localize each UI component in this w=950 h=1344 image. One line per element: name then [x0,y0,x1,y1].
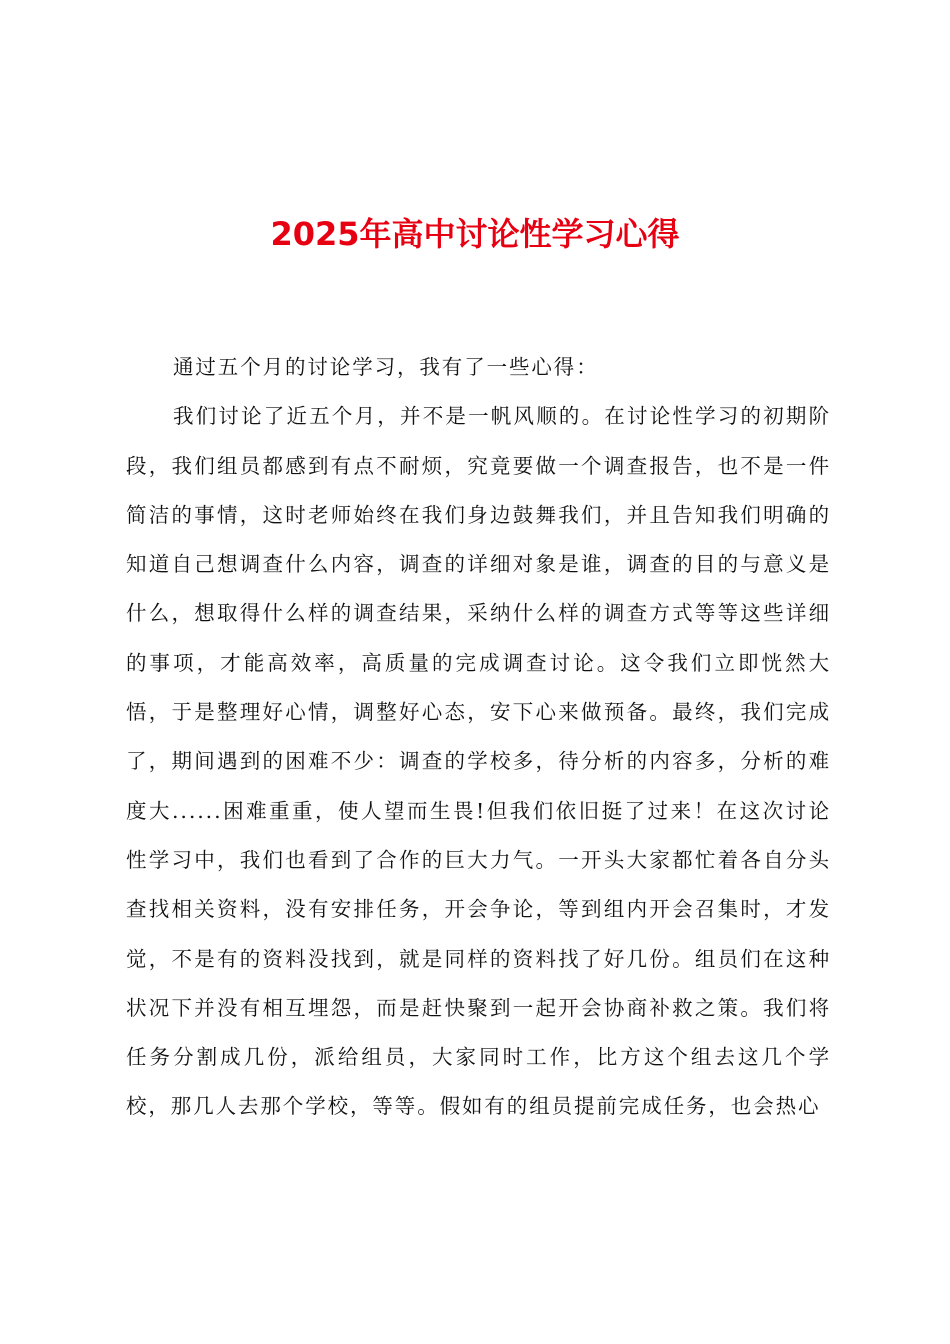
document-title: 2025年高中讨论性学习心得 [270,215,680,253]
intro-paragraph: 通过五个月的讨论学习，我有了一些心得： [173,355,599,379]
document-body [126,343,831,1132]
main-paragraph: 我们讨论了近五个月，并不是一帆风顺的。在讨论性学习的初期阶段，我们组员都感到有点不耐烦，究竟要做一个调查报告，也不是一件简洁的事情，这时老师始终在我们身边鼓舞我们，并且告知我们明确的知道自己想调查什么内容，调查的详细对象是谁，调查的目的与意义是什么，想取得什么样的调查结果，采纳什么样的调查方式等等这些详细的事项，才能高效率，高质量的完成调查讨论。这令我们立即恍然大悟，于是整理好心情，调整好心态，安下心来做预备。最终，我们完成了，期间遇到的困难不少：调查的学校多，待分析的内容多，分析的难度大......困难重重，使人望而生畏!但我们依旧挺了过来！在这次讨论性学习中，我们也看到了合作的巨大力气。一开头大家都忙着各自分头查找相关资料，没有安排任务，开会争论，等到组内开会召集时，才发觉，不是有的资料没找到，就是同样的资料找了好几份。组员们在这种状况下并没有相互埋怨，而是赶快聚到一起开会协商补救之策。我们将任务分割成几份，派给组员，大家同时工作，比方这个组去这几个学校，那几人去那个学校，等等。假如有的组员提前完成任务，也会热心 [126,404,831,1119]
